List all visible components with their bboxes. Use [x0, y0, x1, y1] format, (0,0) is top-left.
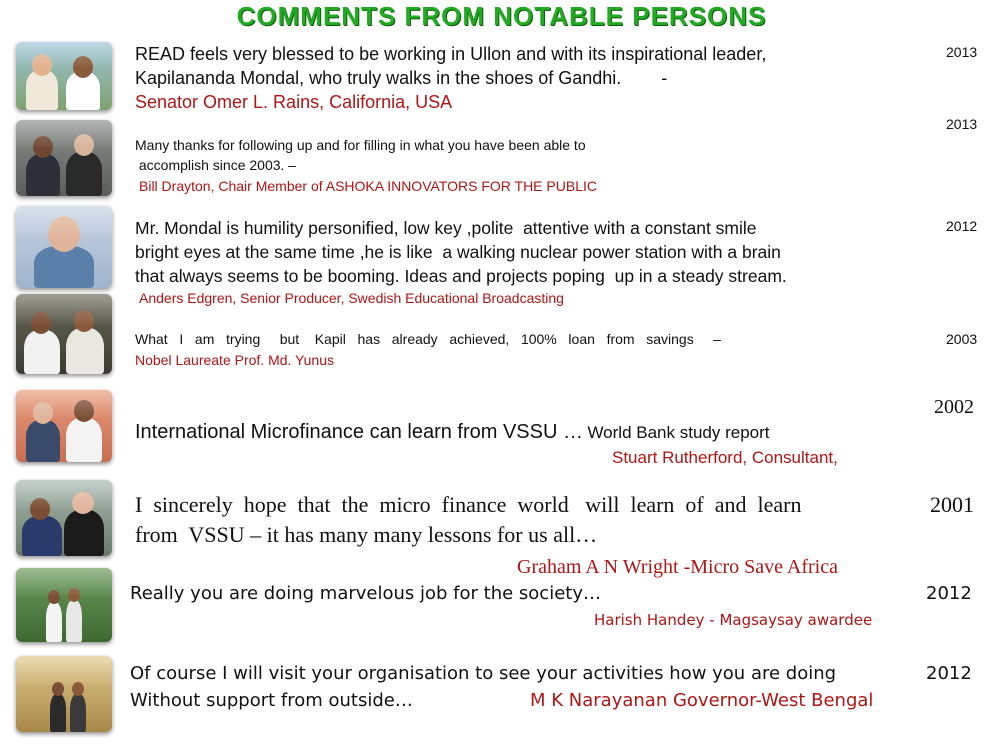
comment-year: 2002 — [934, 396, 974, 418]
person-photo — [16, 568, 112, 642]
comment-text: Of course I will visit your organisation to see your activities how you are doing — [130, 663, 837, 684]
comment-text: accomplish since 2003. – — [135, 157, 297, 173]
comment-author: Nobel Laureate Prof. Md. Yunus — [135, 352, 334, 368]
person-photo — [16, 656, 112, 732]
comment-text: READ feels very blessed to be working in Ullon and with its inspirational leader, — [135, 44, 767, 64]
comment-text: What I am trying but Kapil has already achieved, 100% loan from savings – — [135, 331, 721, 347]
person-photo — [16, 294, 112, 374]
comment-text: Many thanks for following up and for filling in what you have been able to — [135, 137, 586, 153]
comment-text: International Microfinance can learn from VSSU … — [135, 421, 583, 443]
comment-year: 2003 — [946, 331, 978, 347]
comment-text: I sincerely hope that the micro finance world will learn of and learn — [135, 492, 802, 517]
comment-text: Kapilananda Mondal, who truly walks in the shoes of Gandhi. - — [135, 68, 668, 88]
comment-text: Without support from outside… — [130, 690, 413, 711]
comment-author: Graham A N Wright -Micro Save Africa — [517, 556, 838, 578]
comment-year: 2012 — [946, 218, 978, 234]
comment-author: Senator Omer L. Rains, California, USA — [135, 92, 453, 112]
person-photo — [16, 42, 112, 110]
comment-line — [135, 421, 769, 444]
comment-text: from VSSU – it has many many lessons for us all… — [135, 522, 598, 547]
person-photo — [16, 120, 112, 196]
comment-text: Really you are doing marvelous job for the society… — [130, 583, 601, 604]
comment-year: 2013 — [946, 116, 978, 132]
comment-author: M K Narayanan Governor-West Bengal — [530, 690, 874, 711]
person-photo — [16, 390, 112, 462]
page-title: COMMENTS FROM NOTABLE PERSONS — [236, 1, 767, 31]
comment-text: Mr. Mondal is humility personified, low key ,polite attentive with a constant smile — [135, 218, 757, 238]
comment-year: 2001 — [930, 492, 974, 517]
comment-author: Bill Drayton, Chair Member of ASHOKA INNOVATORS FOR THE PUBLIC — [139, 178, 597, 194]
comment-author: Harish Handey - Magsaysay awardee — [594, 611, 873, 629]
comment-source: World Bank study report — [587, 423, 770, 442]
comment-year: 2012 — [926, 663, 972, 684]
person-photo — [16, 206, 112, 288]
comment-author: Anders Edgren, Senior Producer, Swedish Educational Broadcasting — [139, 290, 564, 306]
comment-author: Stuart Rutherford, Consultant, — [612, 448, 838, 467]
comment-text: that always seems to be booming. Ideas and projects poping up in a steady stream. — [135, 266, 787, 286]
comment-year: 2012 — [926, 583, 972, 604]
comment-year: 2013 — [946, 44, 978, 60]
comment-text: bright eyes at the same time ,he is like a walking nuclear power station with a brain — [135, 242, 781, 262]
person-photo — [16, 480, 112, 556]
